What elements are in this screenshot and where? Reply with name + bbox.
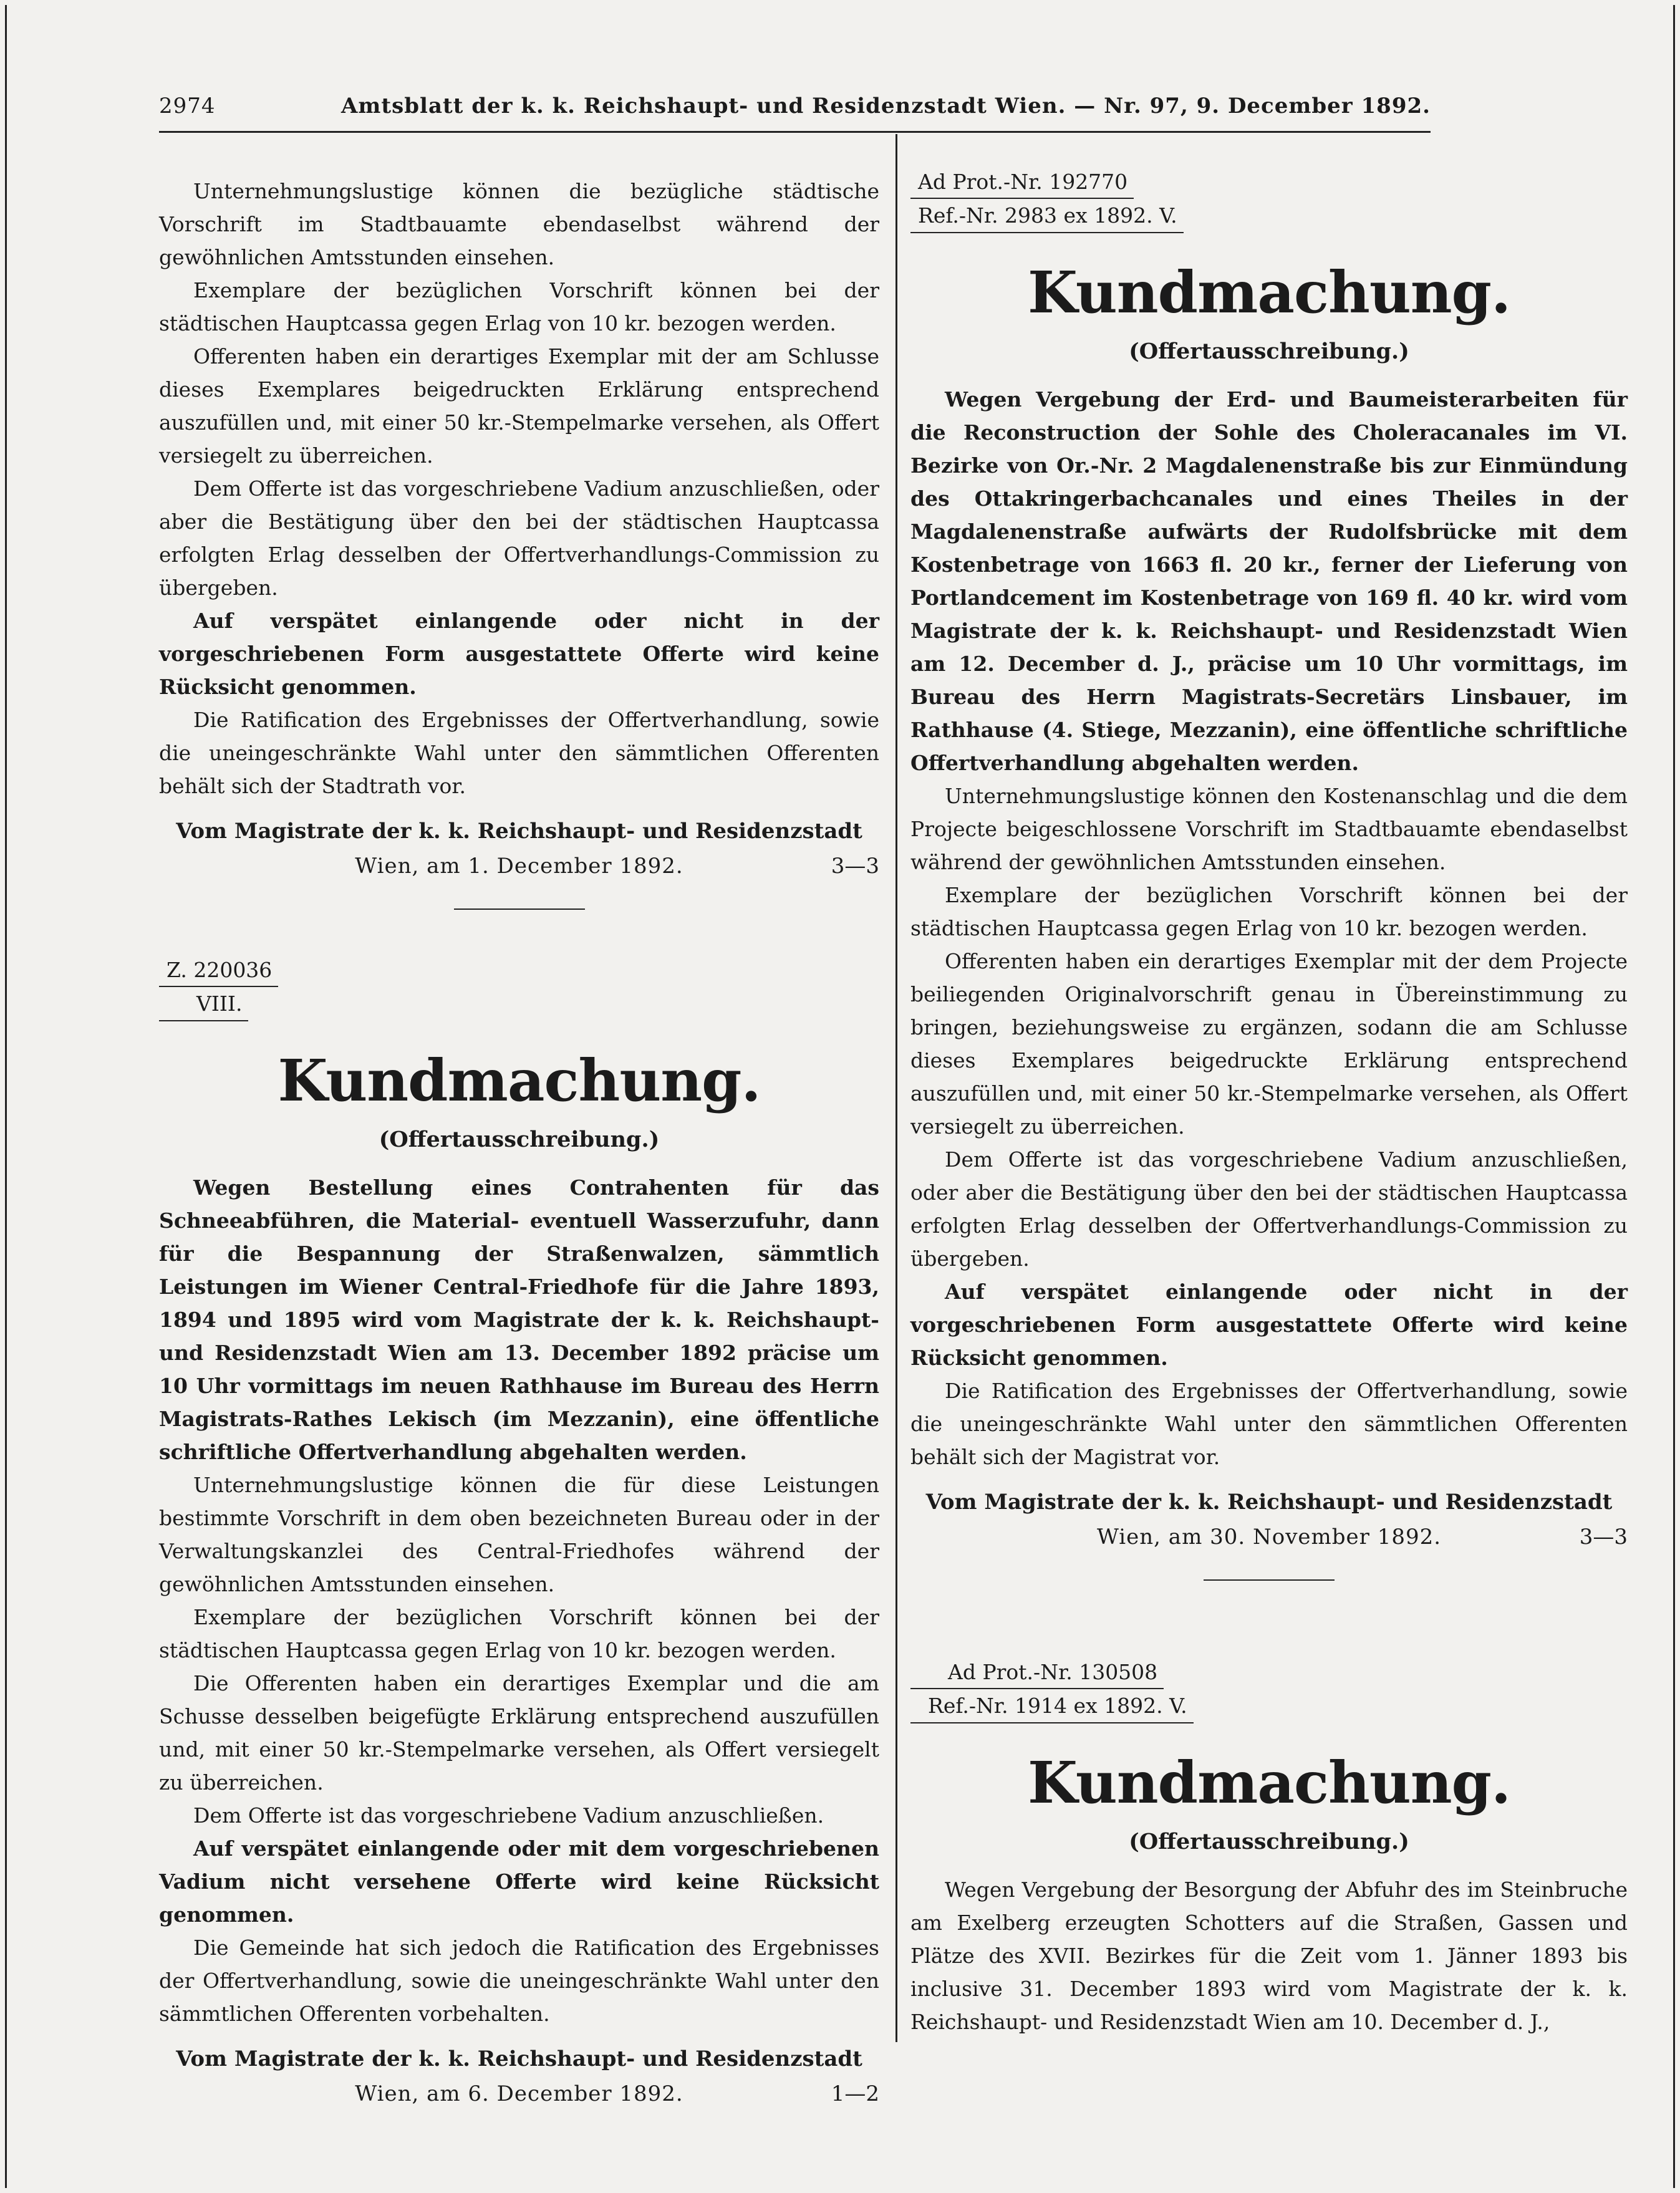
reference-number: Ad Prot.-Nr. 130508 xyxy=(910,1657,1164,1689)
paragraph: Die Ratification des Ergebnisses der Offertverhandlung, sowie die uneingeschränkte Wahl unter den sämmtlichen Offerenten behält sich der Magistrat vor. xyxy=(910,1379,1628,1469)
notice-title: Kundmachung. xyxy=(278,1047,761,1114)
separator xyxy=(454,909,585,910)
paragraph: Dem Offerte ist das vorgeschriebene Vadium anzuschließen, oder aber die Bestätigung über den bei der städtischen Hauptcassa erfolgten Erlag desselben der Offertverhandlungs-Commission zu übergeben. xyxy=(159,476,879,600)
date: Wien, am 1. December 1892. xyxy=(355,854,683,879)
signature: Vom Magistrate der k. k. Reichshaupt- und Residenzstadt xyxy=(176,819,862,844)
paragraph: Exemplare der bezüglichen Vorschrift können bei der städtischen Hauptcassa gegen Erlag von 10 kr. bezogen werden. xyxy=(910,883,1628,940)
page-number: 2974 xyxy=(159,94,216,118)
paragraph: Unternehmungslustige können die für diese Leistungen bestimmte Vorschrift in dem oben bezeichneten Bureau oder in der Verwaltungskanzlei des Central-Friedhofes während der gewöhnlichen Amtsstunden einsehen. xyxy=(159,1473,879,1596)
insertion-count: 3—3 xyxy=(831,854,879,879)
reference-number: Ad Prot.-Nr. 192770 xyxy=(910,166,1134,199)
paragraph: Exemplare der bezüglichen Vorschrift können bei der städtischen Hauptcassa gegen Erlag von 10 kr. bezogen werden. xyxy=(159,278,879,335)
notice-title: Kundmachung. xyxy=(1027,1749,1511,1816)
lead-paragraph: Wegen Vergebung der Erd- und Baumeisterarbeiten für die Reconstruction der Sohle des Choleracanales im VI. Bezirke von Or.-Nr. 2 Magdalenenstraße bis zur Einmündung des Ottakringerbachcanales und eines Theiles in der Magdalenenstraße aufwärts der Rudolfsbrücke mit dem Kostenbetrage von 1663 fl. 20 kr., ferner der Lieferung von Portlandcement im Kostenbetrage von 169 fl. 40 kr. wird vom Magistrate der k. k. Reichshaupt- und Residenzstadt Wien am 12. December d. J., präcise um 10 Uhr vormittags, im Bureau des Herrn Magistrats-Secretärs Linsbauer, im Rathhause (4. Stiege, Mezzanin), eine öffentliche schriftliche Offertverhandlung abgehalten werden. xyxy=(910,387,1628,775)
notice-subtitle: (Offertausschreibung.) xyxy=(1129,339,1409,364)
paragraph: Unternehmungslustige können den Kostenanschlag und die dem Projecte beigeschlossene Vorschrift im Stadtbauamte ebendaselbst während der gewöhnlichen Amtsstunden einsehen. xyxy=(910,784,1628,874)
signature: Vom Magistrate der k. k. Reichshaupt- und Residenzstadt xyxy=(925,1490,1613,1515)
running-title: Amtsblatt der k. k. Reichshaupt- und Residenzstadt Wien. — Nr. 97, 9. December 1892. xyxy=(341,94,1431,118)
paragraph: Die Offerenten haben ein derartiges Exemplar und die am Schusse desselben beigefügte Erklärung entsprechend auszufüllen und, mit einer 50 kr.-Stempelmarke versehen, als Offert versiegelt zu überreichen. xyxy=(159,1671,879,1795)
dateline xyxy=(910,1520,1628,1554)
reference-section: Ref.-Nr. 2983 ex 1892. V. xyxy=(910,200,1184,233)
paragraph: Die Ratification des Ergebnisses der Offertverhandlung, sowie die uneingeschränkte Wahl unter den sämmtlichen Offerenten behält sich der Stadtrath vor. xyxy=(159,708,879,798)
lead-paragraph: Wegen Vergebung der Besorgung der Abfuhr des im Steinbruche am Exelberg erzeugten Schotters auf die Straßen, Gassen und Plätze des XVII. Bezirkes für die Zeit vom 1. Jänner 1893 bis inclusive 31. December 1893 wird vom Magistrate der k. k. Reichshaupt- und Residenzstadt Wien am 10. December d. J., xyxy=(910,1877,1628,2034)
bold-paragraph: Auf verspätet einlangende oder nicht in der vorgeschriebenen Form ausgestattete Offerte wird keine Rücksicht genommen. xyxy=(910,1280,1628,1370)
lead-paragraph: Wegen Bestellung eines Contrahenten für das Schneeabführen, die Material- eventuell Wasserzufuhr, dann für die Bespannung der Straßenwalzen, sämmtlich Leistungen im Wiener Central-Friedhofe für die Jahre 1893, 1894 und 1895 wird vom Magistrate der k. k. Reichshaupt- und Residenzstadt Wien am 13. December 1892 präcise um 10 Uhr vormittags im neuen Rathhause im Bureau des Herrn Magistrats-Rathes Lekisch (im Mezzanin), eine öffentliche schriftliche Offertverhandlung abgehalten werden. xyxy=(159,1175,879,1464)
left-column xyxy=(159,175,879,2111)
right-column xyxy=(910,165,1628,2038)
paragraph: Die Gemeinde hat sich jedoch die Ratification des Ergebnisses der Offertverhandlung, sowie die uneingeschränkte Wahl unter den sämmtlichen Offerenten vorbehalten. xyxy=(159,1935,879,2026)
date: Wien, am 30. November 1892. xyxy=(1096,1525,1442,1550)
signature: Vom Magistrate der k. k. Reichshaupt- und Residenzstadt xyxy=(176,2046,862,2071)
reference-block xyxy=(910,165,1628,233)
reference-section: Ref.-Nr. 1914 ex 1892. V. xyxy=(910,1690,1194,1723)
header-rule xyxy=(159,131,1431,133)
reference-block xyxy=(910,1656,1628,1723)
notice-subtitle: (Offertausschreibung.) xyxy=(379,1127,660,1152)
column-divider xyxy=(896,134,897,2042)
bold-paragraph: Auf verspätet einlangende oder nicht in der vorgeschriebenen Form ausgestattete Offerte wird keine Rücksicht genommen. xyxy=(159,609,879,699)
reference-section: VIII. xyxy=(159,988,248,1021)
reference-number: Z. 220036 xyxy=(159,955,278,987)
separator xyxy=(1204,1579,1335,1581)
paragraph: Dem Offerte ist das vorgeschriebene Vadium anzuschließen, oder aber die Bestätigung über den bei der städtischen Hauptcassa erfolgten Erlag desselben der Offertverhandlungs-Commission zu übergeben. xyxy=(910,1147,1628,1271)
dateline xyxy=(159,2076,879,2111)
dateline xyxy=(159,849,879,884)
insertion-count: 3—3 xyxy=(1579,1525,1628,1550)
notice-title: Kundmachung. xyxy=(1027,259,1511,326)
notice-subtitle: (Offertausschreibung.) xyxy=(1129,1829,1409,1854)
insertion-count: 1—2 xyxy=(831,2081,879,2106)
paragraph: Unternehmungslustige können die bezügliche städtische Vorschrift im Stadtbauamte ebendaselbst während der gewöhnlichen Amtsstunden einsehen. xyxy=(159,179,879,269)
date: Wien, am 6. December 1892. xyxy=(355,2081,683,2106)
bold-paragraph: Auf verspätet einlangende oder mit dem vorgeschriebenen Vadium nicht versehene Offerte wird keine Rücksicht genommen. xyxy=(159,1836,879,1927)
paragraph: Offerenten haben ein derartiges Exemplar mit der dem Projecte beiliegenden Originalvorschrift genau in Übereinstimmung zu bringen, beziehungsweise zu ergänzen, sodann die am Schlusse dieses Exemplares beigedruckte Erklärung entsprechend auszufüllen und, mit einer 50 kr.-Stempelmarke versehen, als Offert versiegelt zu überreichen. xyxy=(910,949,1628,1139)
paragraph: Exemplare der bezüglichen Vorschrift können bei der städtischen Hauptcassa gegen Erlag von 10 kr. bezogen werden. xyxy=(159,1605,879,1662)
paragraph: Offerenten haben ein derartiges Exemplar mit der am Schlusse dieses Exemplares beigedruckten Erklärung entsprechend auszufüllen und, mit einer 50 kr.-Stempelmarke versehen, als Offert versiegelt zu überreichen. xyxy=(159,344,879,468)
reference-block xyxy=(159,953,879,1021)
paragraph: Dem Offerte ist das vorgeschriebene Vadium anzuschließen. xyxy=(193,1803,824,1828)
